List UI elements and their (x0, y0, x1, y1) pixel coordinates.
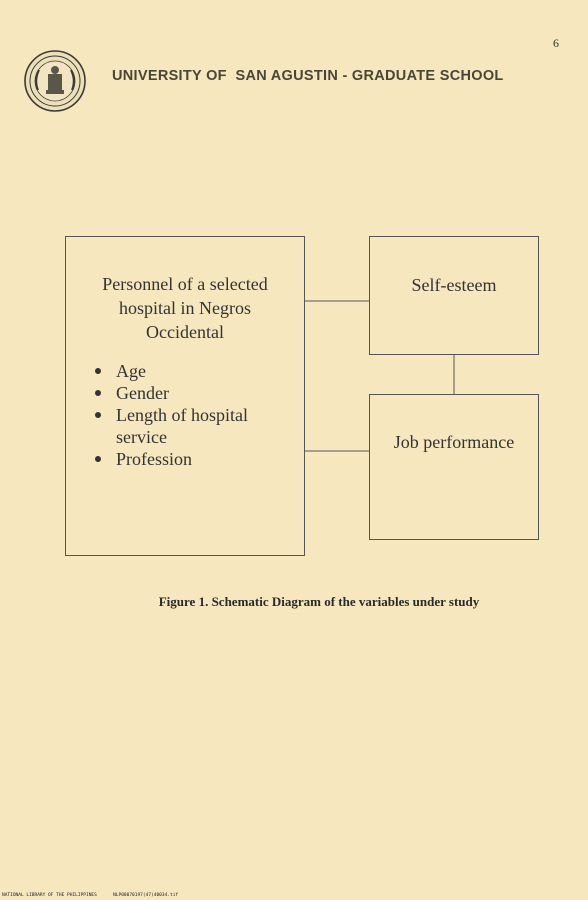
list-item-label: Gender (116, 383, 169, 403)
list-item (92, 404, 292, 448)
independent-variable-title (66, 272, 304, 344)
footer-library: NATIONAL LIBRARY OF THE PHILIPPINES (2, 893, 97, 898)
footer-meta (2, 893, 178, 898)
list-item (92, 382, 292, 404)
figure-caption: Figure 1. Schematic Diagram of the variables under study (158, 594, 480, 609)
self-esteem-label: Self-esteem (411, 275, 497, 295)
job-performance-box (369, 394, 539, 540)
title-line: Occidental (146, 322, 224, 342)
list-item (92, 448, 292, 470)
list-item-label: Age (116, 361, 146, 381)
variable-list (92, 360, 292, 470)
page-number: 6 (553, 36, 559, 50)
bullet-icon (95, 456, 101, 462)
title-line: Personnel of a selected (102, 274, 268, 294)
list-item-label: Profession (116, 449, 192, 469)
bullet-icon (95, 390, 101, 396)
title-line: hospital in Negros (119, 298, 251, 318)
footer-file: NLP00070197(47)40034.tif (113, 893, 179, 898)
university-header: UNIVERSITY OF SAN AGUSTIN - GRADUATE SCHOOL (112, 68, 504, 84)
bullet-icon (95, 412, 101, 418)
list-item-label: Length of hospital service (116, 405, 248, 447)
bullet-icon (95, 368, 101, 374)
job-performance-label: Job performance (393, 432, 515, 452)
list-item (92, 360, 292, 382)
